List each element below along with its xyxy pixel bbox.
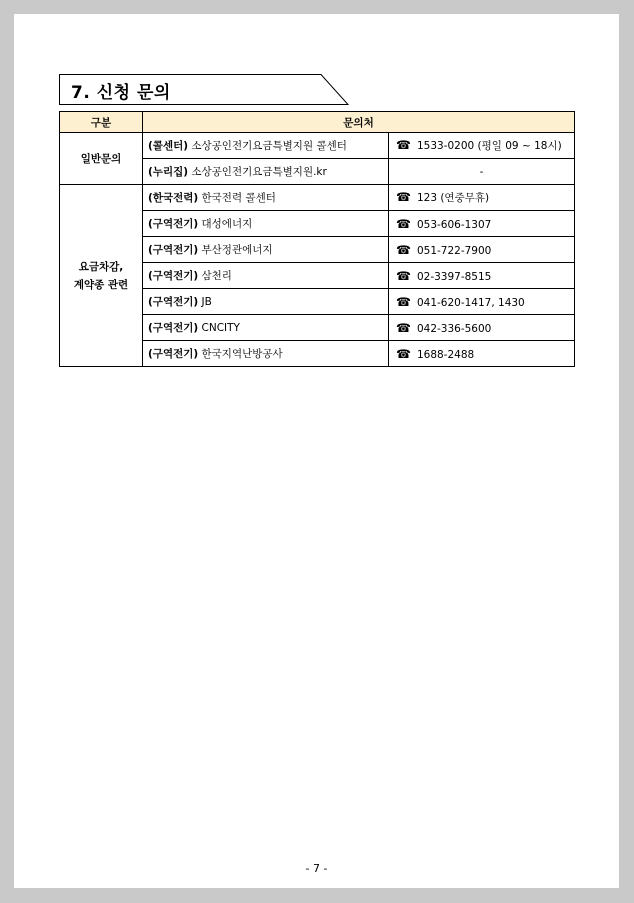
org-tag: (구역전기) — [148, 322, 199, 334]
org-name: 한국전력 콜센터 — [201, 192, 276, 204]
category-general: 일반문의 — [60, 133, 143, 185]
phone-icon: ☎ — [396, 242, 411, 257]
page-number: - 7 - — [305, 862, 328, 875]
phone-number: 041-620-1417, 1430 — [416, 296, 525, 309]
phone-cell — [389, 315, 575, 341]
phone-number: 02-3397-8515 — [416, 270, 492, 283]
phone-cell — [389, 263, 575, 289]
org-tag: (한국전력) — [148, 192, 199, 204]
phone-cell — [389, 185, 575, 211]
phone-icon: ☎ — [396, 138, 411, 152]
phone-icon: ☎ — [396, 268, 411, 283]
org-name: 부산정관에너지 — [201, 244, 273, 256]
org-cell — [143, 185, 389, 211]
org-cell — [143, 263, 389, 289]
contact-table — [59, 111, 575, 367]
table-row — [60, 185, 575, 211]
org-cell — [143, 159, 389, 185]
section-title: 7. 신청 문의 — [71, 83, 171, 103]
org-name: 소상공인전기요금특별지원 콜센터 — [191, 140, 347, 152]
category-billing — [60, 185, 143, 367]
phone-cell — [389, 133, 575, 159]
phone-icon: ☎ — [396, 346, 411, 361]
phone-icon: ☎ — [396, 216, 411, 231]
org-tag: (구역전기) — [148, 270, 199, 282]
org-name: 소상공인전기요금특별지원.kr — [191, 166, 327, 178]
org-cell — [143, 211, 389, 237]
phone-number: 1533-0200 (평일 09 ~ 18시) — [416, 140, 562, 152]
org-tag: (구역전기) — [148, 296, 199, 308]
section-title-box — [59, 74, 349, 105]
org-name: 대성에너지 — [201, 218, 253, 230]
org-name: JB — [201, 296, 212, 308]
table-header-row — [60, 112, 575, 133]
org-cell — [143, 133, 389, 159]
header-contact: 문의처 — [143, 112, 575, 133]
org-cell — [143, 237, 389, 263]
phone-icon: ☎ — [396, 320, 411, 335]
category-billing-line1: 요금차감, — [78, 260, 124, 273]
document-page — [14, 14, 619, 888]
phone-cell — [389, 341, 575, 367]
org-tag: (누리집) — [148, 166, 189, 178]
table-row — [60, 133, 575, 159]
phone-cell — [389, 159, 575, 185]
org-tag: (구역전기) — [148, 244, 199, 256]
org-tag: (구역전기) — [148, 348, 199, 360]
phone-number: 123 (연중무휴) — [416, 192, 490, 204]
category-billing-line2: 계약종 관련 — [73, 278, 129, 291]
phone-number: 042-336-5600 — [416, 322, 492, 335]
header-category: 구분 — [60, 112, 143, 133]
phone-icon: ☎ — [396, 294, 411, 309]
phone-number: 053-606-1307 — [416, 218, 492, 231]
org-cell — [143, 289, 389, 315]
org-tag: (콜센터) — [148, 140, 189, 152]
org-cell — [143, 315, 389, 341]
phone-number: 1688-2488 — [416, 348, 475, 361]
phone-cell — [389, 211, 575, 237]
phone-icon: ☎ — [396, 190, 411, 204]
phone-number: 051-722-7900 — [416, 244, 492, 257]
phone-cell — [389, 237, 575, 263]
phone-number: - — [479, 165, 484, 178]
org-tag: (구역전기) — [148, 218, 199, 230]
org-cell — [143, 341, 389, 367]
phone-cell — [389, 289, 575, 315]
org-name: CNCITY — [201, 322, 240, 334]
org-name: 한국지역난방공사 — [201, 348, 283, 360]
org-name: 삼천리 — [201, 270, 232, 282]
